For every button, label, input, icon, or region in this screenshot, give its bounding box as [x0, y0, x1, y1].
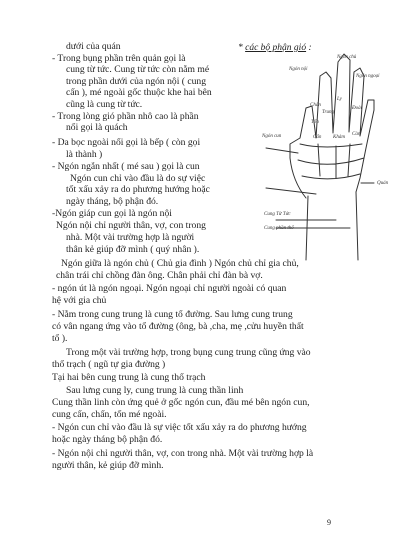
label-ton: Tốn [311, 120, 319, 125]
text-line: ngày tháng, bộ phận đó. [66, 196, 159, 207]
text-line: cũng là cung từ tức. [66, 99, 143, 110]
text-line: Tại hai bên cung trung là cung thổ trạch [52, 372, 206, 383]
text-line: thổ trạch ( ngũ tự gia đường ) [52, 359, 166, 370]
label-quan: Quán [377, 181, 389, 186]
text-line: hoặc ngày tháng bộ phận đó. [52, 434, 163, 445]
text-line: hệ với gia chủ [52, 295, 107, 306]
label-chan: Chấn [310, 103, 321, 108]
text-line: dưới của quán [66, 41, 121, 52]
text-line: Trong một vài trường hợp, trong bụng cung trung cũng ứng vào [66, 347, 311, 358]
label-ly: Ly [337, 97, 342, 102]
text-line: cung cấn, chấn, tốn mé ngoài. [52, 409, 167, 420]
text-line: - Da bọc ngoài nổi gọi là bếp ( còn gọi [52, 137, 201, 148]
label-cung-phan-tho: Cung phần thổ [264, 226, 294, 231]
forearm-outline [306, 192, 358, 260]
figure-title: * các bộ phận gió : [238, 43, 312, 53]
text-line: cấn ), mé ngoài gốc thuộc khe hai bên [66, 87, 212, 98]
text-line: Sau lưng cung ly, cung trung là cung thần linh [66, 385, 244, 396]
text-line: trong phần dưới của ngón nội ( cung [66, 76, 207, 87]
text-line: Cung thần linh còn ứng quẻ ở gốc ngón cun, đầu mé bên ngón cun, [52, 397, 310, 408]
text-line: - Ngón ngắn nhất ( mé sau ) gọi là cun [52, 161, 200, 172]
text-line: - Trong bụng phần trên quản gọi là [52, 53, 186, 64]
text-line: tổ ). [52, 333, 68, 344]
text-line: nổi gọi là quách [66, 122, 128, 133]
text-line: Ngón cun chỉ vào đầu là do sự việc [70, 173, 206, 184]
label-kham: Khảm [333, 135, 345, 140]
label-trung: Trung [322, 110, 334, 115]
label-can: Cấn [313, 135, 322, 140]
text-line: - Nằm trong cung trung là cung tổ đường. Sau lưng cung trung [52, 309, 293, 320]
palm-region-lines [298, 144, 364, 179]
text-line: cung từ tức. Cung từ tức còn nằm mé [66, 64, 210, 75]
label-can-2: Càn [352, 132, 361, 137]
text-line: có vân ngang ứng vào tổ đường (ông, bà ,cha, mẹ ,cửu huyền thất [52, 321, 304, 332]
text-line: là thành ) [66, 149, 103, 160]
text-line: Ngón nội chỉ người thân, vợ, con trong [56, 220, 206, 231]
text-line: thân kẻ giúp đỡ mình ( quý nhân ). [66, 244, 200, 255]
text-line: - Ngón nội chỉ người thân, vợ, con trong nhà. Một vài trường hợp là [52, 448, 314, 459]
text-line: chân trái chỉ chồng đàn ông. Chân phải chỉ đàn bà vợ. [56, 270, 263, 281]
label-ngon-noi: Ngón nội [289, 67, 308, 72]
label-ngon-cun: Ngón cun [262, 134, 282, 139]
hand-diagram [236, 48, 389, 273]
page-number: 9 [327, 518, 331, 527]
label-cung-tu-tuc: Cung Từ Tức [264, 212, 291, 217]
text-line: - ngón út là ngón ngoại. Ngón ngoại chỉ người ngoài có quan [52, 283, 287, 294]
label-doai: Đoài [352, 106, 362, 111]
label-ngon-ngoai: Ngón ngoại [356, 74, 380, 79]
text-line: nhà. Một vài trường hợp là người [66, 232, 195, 243]
text-line: -Ngón giáp cun gọi là ngón nội [52, 208, 172, 219]
label-ngon-chu: Ngón chủ [337, 55, 357, 60]
text-line: người thân, kẻ giúp đỡ mình. [52, 460, 164, 471]
text-line: - Ngón cun chỉ vào đầu là sự việc tốt xấu xảy ra do phương hướng [52, 422, 307, 433]
text-line: Ngón giữa là ngón chủ ( Chủ gia đình ) Ngón chủ chỉ gia chủ, [61, 258, 299, 269]
text-line: tốt xấu xảy ra do phương hướng hoặc [66, 184, 210, 195]
text-line: - Trong lòng gió phần nhô cao là phần [52, 111, 199, 122]
